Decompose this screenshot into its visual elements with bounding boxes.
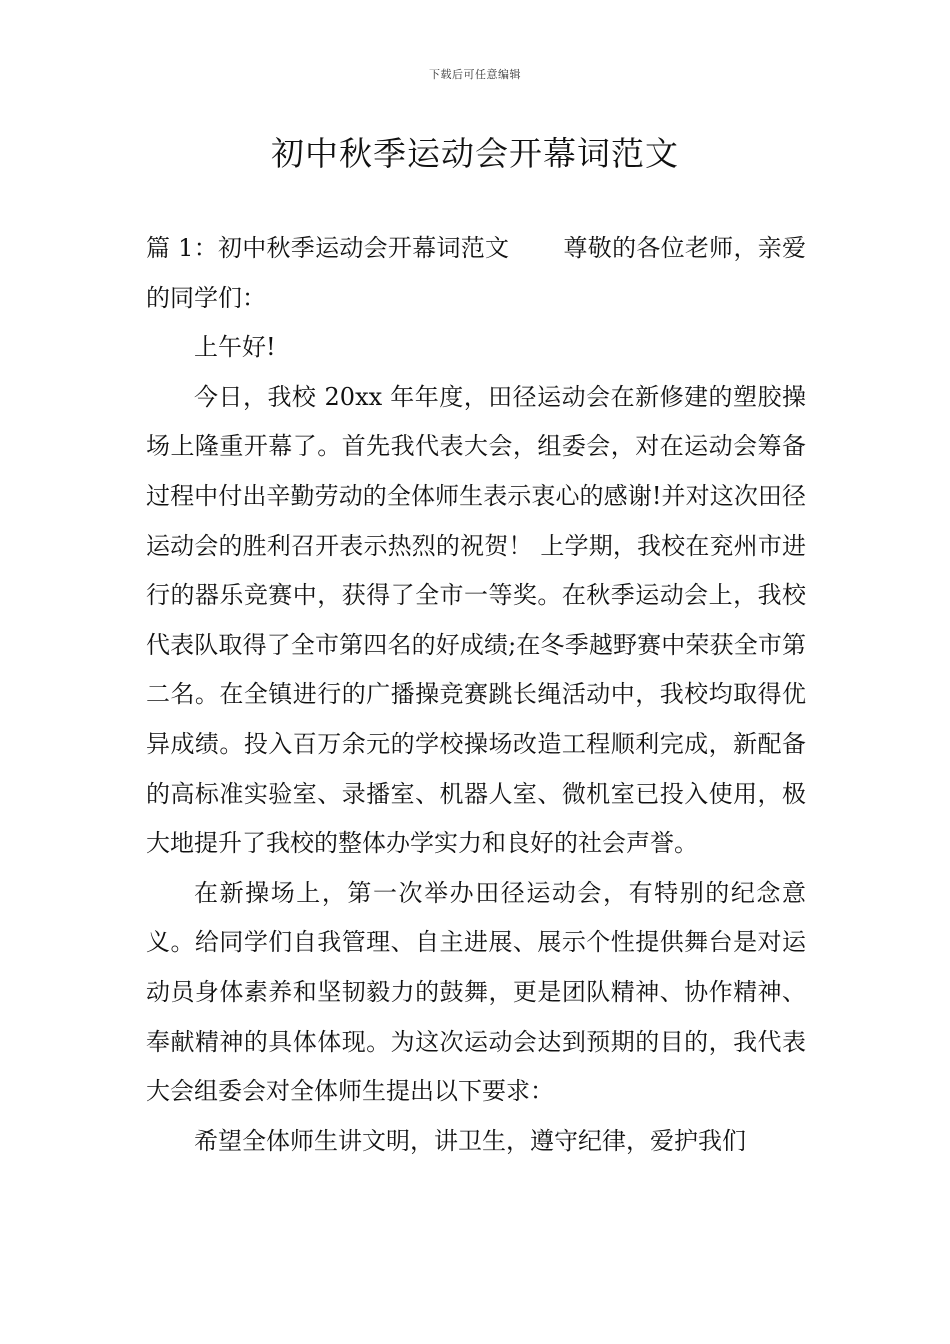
paragraph-requirements: 希望全体师生讲文明，讲卫生，遵守纪律，爱护我们	[194, 1126, 746, 1155]
section-label: 篇 1：初中秋季运动会开幕词范文	[146, 234, 510, 262]
salutation: 尊敬的各位老师，亲爱的同学们：	[146, 234, 806, 312]
paragraph-greeting: 上午好!	[194, 333, 276, 362]
paragraph-achievements: 今日，我校 20xx 年年度，田径运动会在新修建的塑胶操场上隆重开幕了。首先我代表大会，组委会，对在运动会筹备过程中付出辛勤劳动的全体师生表示衷心的感谢!并对这次田径运动会的胜利召开表示热烈的祝贺！ 上学期，我校在兖州市进行的器乐竞赛中，获得了全市一等奖。在秋季运动会上，我校代表队取得了全市第四名的好成绩;在冬季越野赛中荣获全市第二名。在全镇进行的广播操竞赛跳长绳活动中，我校均取得优异成绩。投入百万余元的学校操场改造工程顺利完成，新配备的高标准实验室、录播室、机器人室、微机室已投入使用，极大地提升了我校的整体办学实力和良好的社会声誉。	[146, 382, 806, 858]
intro-paragraph	[146, 224, 806, 323]
header-note: 下载后可任意编辑	[429, 68, 521, 81]
document-body	[146, 224, 806, 1166]
document-title: 初中秋季运动会开幕词范文	[271, 134, 679, 173]
paragraph-significance: 在新操场上，第一次举办田径运动会，有特别的纪念意义。给同学们自我管理、自主进展、展示个性提供舞台是对运动员身体素养和坚韧毅力的鼓舞，更是团队精神、协作精神、奉献精神的具体体现。为这次运动会达到预期的目的，我代表大会组委会对全体师生提出以下要求：	[146, 878, 806, 1106]
